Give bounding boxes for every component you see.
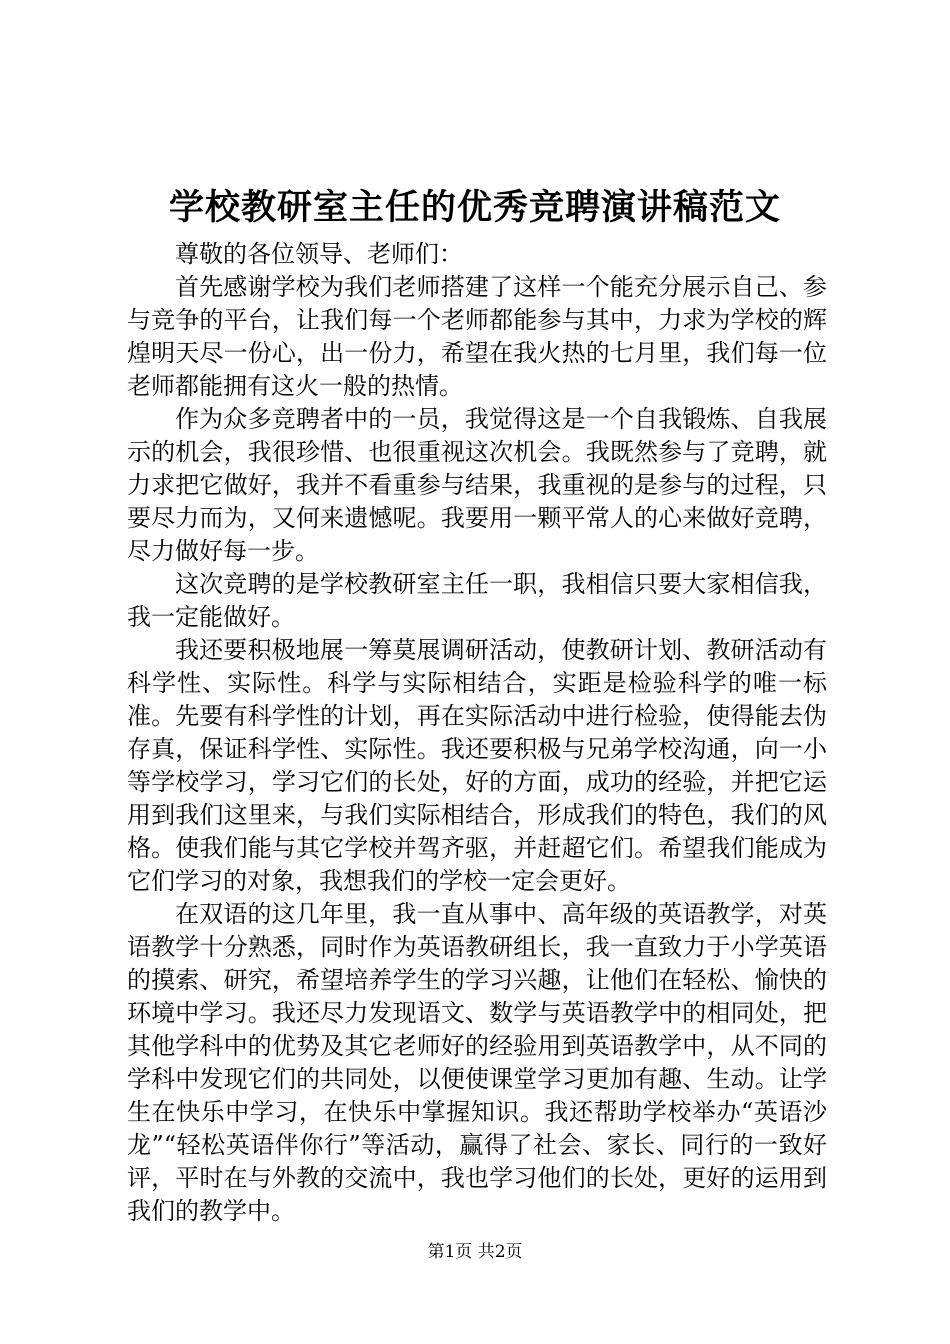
page-number-footer: 第1页 共2页 <box>427 1242 523 1262</box>
body-paragraph: 这次竞聘的是学校教研室主任一职，我相信只要大家相信我，我一定能做好。 <box>127 570 827 631</box>
salutation-paragraph: 尊敬的各位领导、老师们： <box>175 240 463 268</box>
body-paragraph: 我还要积极地展一筹莫展调研活动，使教研计划、教研活动有科学性、实际性。科学与实际相结合，实距是检验科学的唯一标准。先要有科学性的计划，再在实际活动中进行检验，使得能去伪存真，保证科学性、实际性。我还要积极与兄弟学校沟通，向一小等学校学习，学习它们的长处，好的方面，成功的经验，并把它运用到我们这里来，与我们实际相结合，形成我们的特色，我们的风格。使我们能与其它学校并驾齐驱，并赶超它们。希望我们能成为它们学习的对象，我想我们的学校一定会更好。 <box>127 636 827 895</box>
document-body <box>127 238 827 1228</box>
body-paragraph: 作为众多竞聘者中的一员，我觉得这是一个自我锻炼、自我展示的机会，我很珍惜、也很重视这次机会。我既然参与了竞聘，就力求把它做好，我并不看重参与结果，我重视的是参与的过程，只要尽力而为，又何来遗憾呢。我要用一颗平常人的心来做好竞聘，尽力做好每一步。 <box>127 405 827 565</box>
body-paragraph: 首先感谢学校为我们老师搭建了这样一个能充分展示自己、参与竞争的平台，让我们每一个老师都能参与其中，力求为学校的辉煌明天尽一份心，出一份力，希望在我火热的七月里，我们每一位老师都能拥有这火一般的热情。 <box>127 273 827 400</box>
body-paragraph: 在双语的这几年里，我一直从事中、高年级的英语教学，对英语教学十分熟悉，同时作为英语教研组长，我一直致力于小学英语的摸索、研究，希望培养学生的学习兴趣，让他们在轻松、愉快的环境中学习。我还尽力发现语文、数学与英语教学中的相同处，把其他学科中的优势及其它老师好的经验用到英语教学中，从不同的学科中发现它们的共同处，以便使课堂学习更加有趣、生动。让学生在快乐中学习，在快乐中掌握知识。我还帮助学校举办“英语沙龙”“轻松英语伴你行”等活动，赢得了社会、家长、同行的一致好评，平时在与外教的交流中，我也学习他们的长处，更好的运用到我们的教学中。 <box>127 900 827 1225</box>
document-title: 学校教研室主任的优秀竞聘演讲稿范文 <box>168 187 781 228</box>
